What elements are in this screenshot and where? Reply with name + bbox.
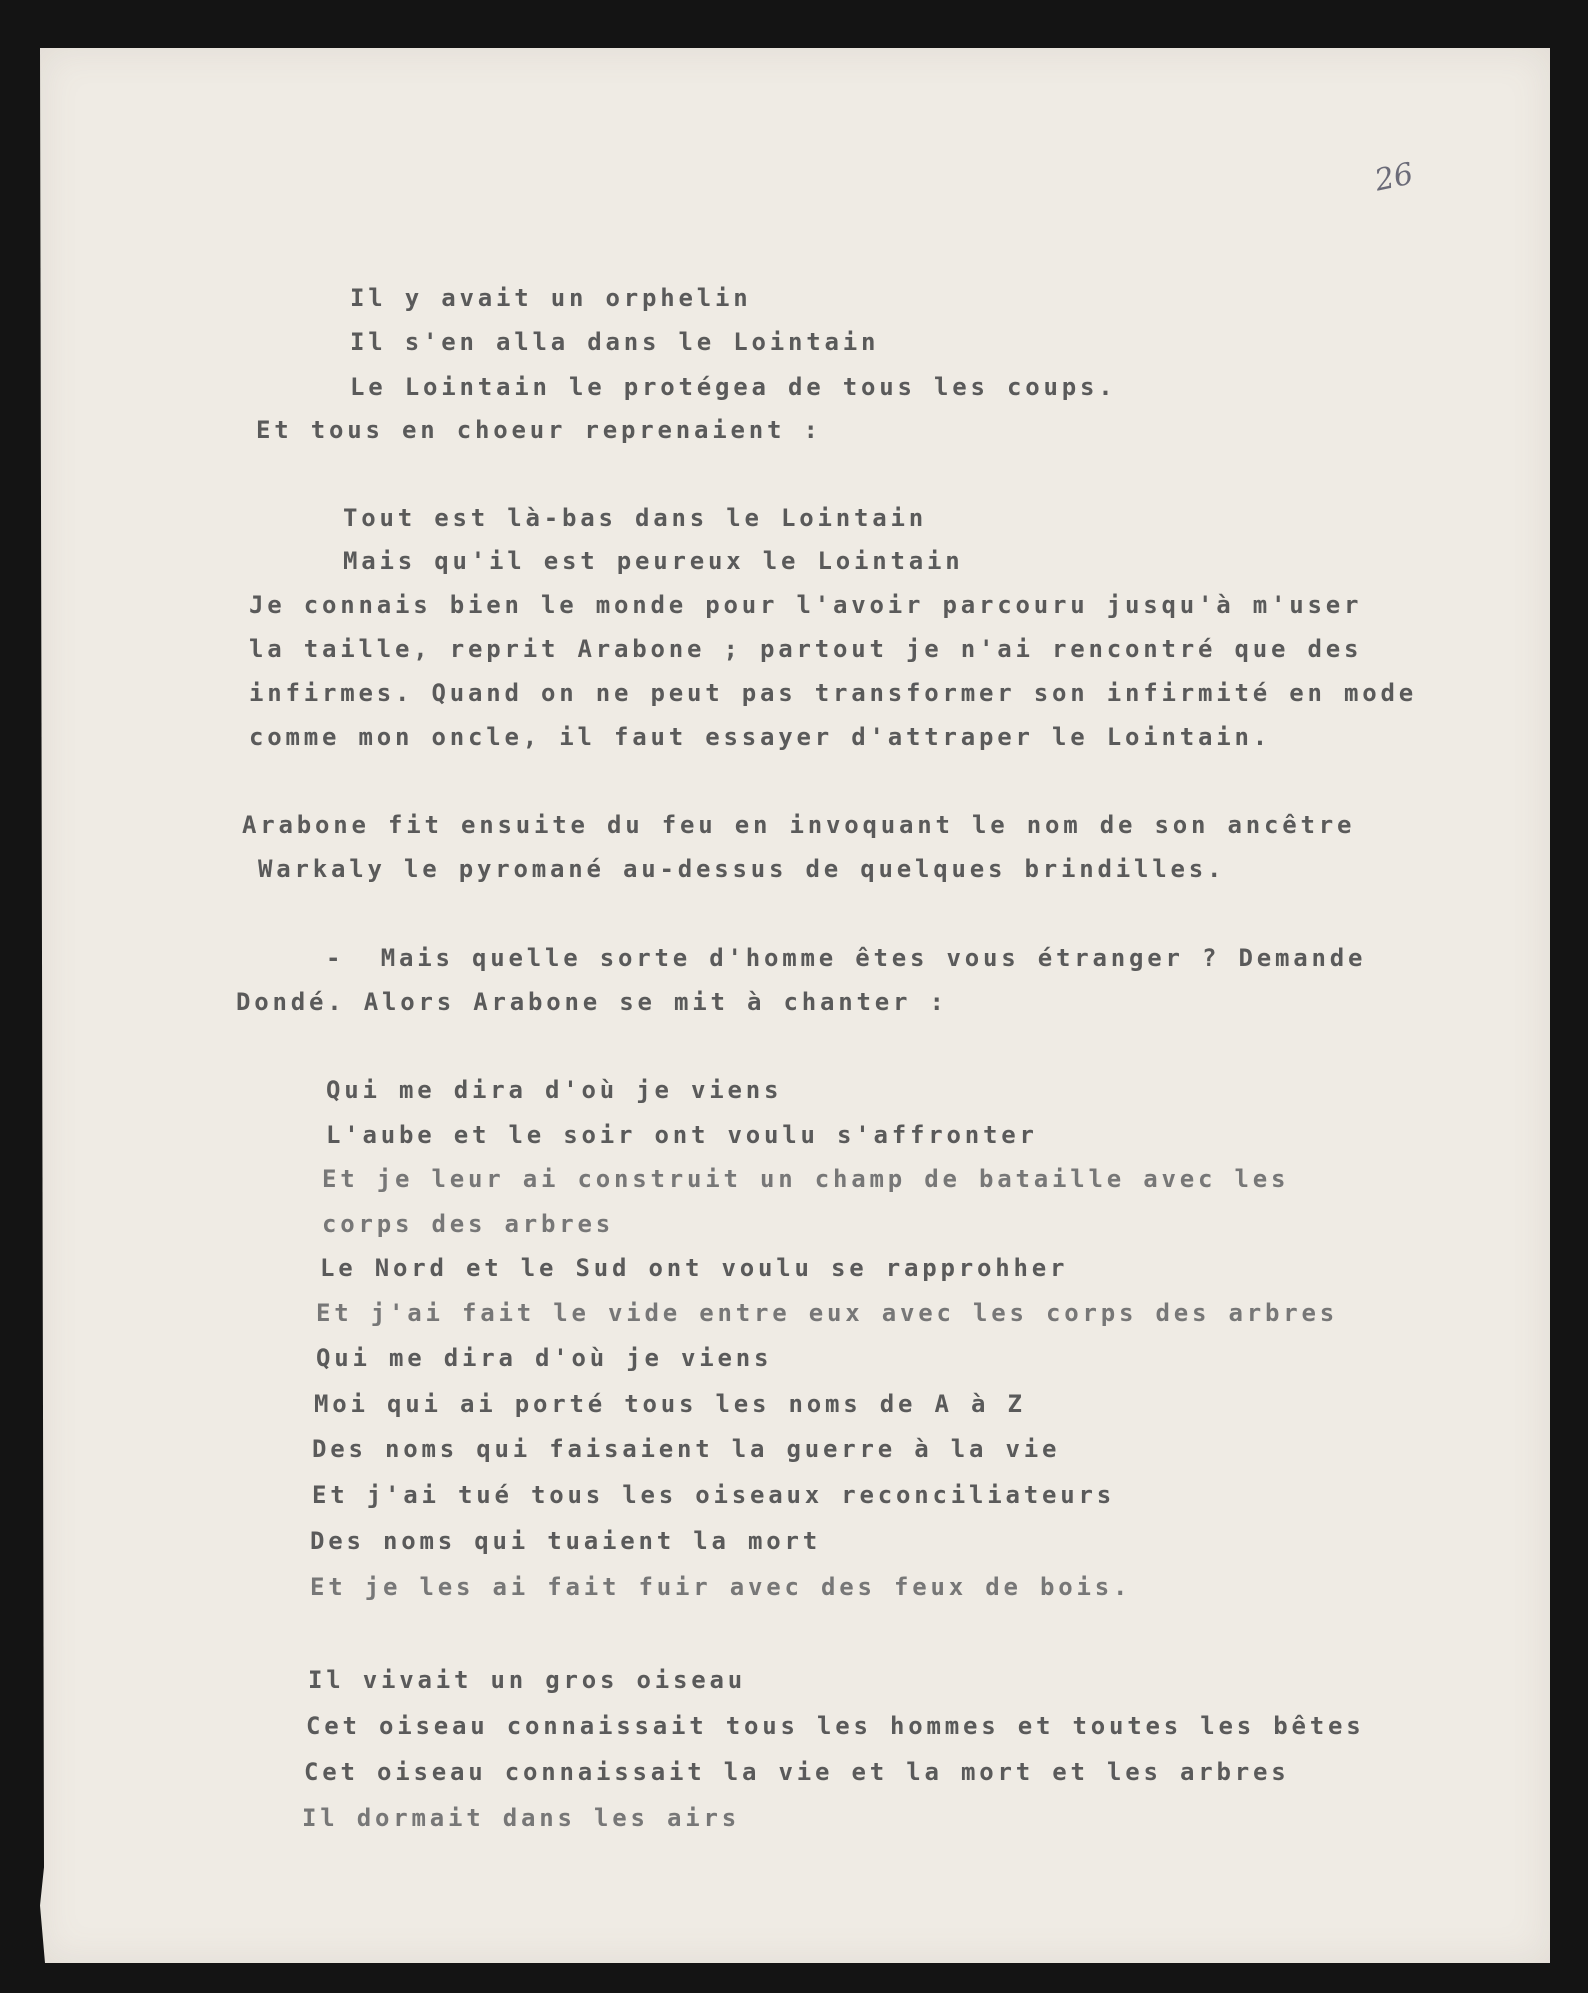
paragraph-line: infirmes. Quand on ne peut pas transformer son infirmité en mode: [249, 679, 1417, 707]
chorus-line: Mais qu'il est peureux le Lointain: [343, 547, 964, 575]
song-line: corps des arbres: [322, 1210, 614, 1238]
song-line: Le Nord et le Sud ont voulu se rapprohher: [320, 1254, 1069, 1282]
song-line: Et je leur ai construit un champ de bataille avec les: [322, 1165, 1290, 1193]
song-line: Et je les ai fait fuir avec des feux de bois.: [310, 1573, 1132, 1601]
verse-line: Il vivait un gros oiseau: [308, 1666, 746, 1694]
dialogue-line: Dondé. Alors Arabone se mit à chanter :: [236, 988, 948, 1016]
song-line: Et j'ai fait le vide entre eux avec les corps des arbres: [316, 1299, 1338, 1327]
chorus-intro: Et tous en choeur reprenaient :: [256, 416, 822, 444]
verse-line: Cet oiseau connaissait tous les hommes et toutes les bêtes: [306, 1712, 1365, 1740]
song-line: Qui me dira d'où je viens: [326, 1076, 783, 1104]
paragraph-line: Warkaly le pyromané au-dessus de quelques brindilles.: [258, 855, 1226, 883]
verse-line: Cet oiseau connaissait la vie et la mort et les arbres: [304, 1758, 1290, 1786]
page-number: 26: [1371, 156, 1417, 199]
song-line: Qui me dira d'où je viens: [316, 1344, 773, 1372]
song-line: Moi qui ai porté tous les noms de A à Z: [314, 1390, 1026, 1418]
verse-line: Il s'en alla dans le Lointain: [350, 328, 880, 356]
paragraph-line: Arabone fit ensuite du feu en invoquant le nom de son ancêtre: [242, 811, 1356, 839]
paragraph-line: comme mon oncle, il faut essayer d'attraper le Lointain.: [249, 723, 1271, 751]
verse-line: Il dormait dans les airs: [302, 1804, 740, 1832]
dialogue-line: - Mais quelle sorte d'homme êtes vous étranger ? Demande: [326, 944, 1367, 972]
song-line: Et j'ai tué tous les oiseaux reconciliateurs: [312, 1481, 1115, 1509]
song-line: L'aube et le soir ont voulu s'affronter: [326, 1121, 1038, 1149]
paragraph-line: la taille, reprit Arabone ; partout je n'ai rencontré que des: [249, 635, 1363, 663]
song-line: Des noms qui tuaient la mort: [310, 1527, 821, 1555]
paragraph-line: Je connais bien le monde pour l'avoir parcouru jusqu'à m'user: [249, 591, 1363, 619]
verse-line: Il y avait un orphelin: [350, 284, 752, 312]
song-line: Des noms qui faisaient la guerre à la vie: [312, 1435, 1061, 1463]
chorus-line: Tout est là-bas dans le Lointain: [343, 504, 927, 532]
verse-line: Le Lointain le protégea de tous les coups.: [350, 373, 1117, 401]
